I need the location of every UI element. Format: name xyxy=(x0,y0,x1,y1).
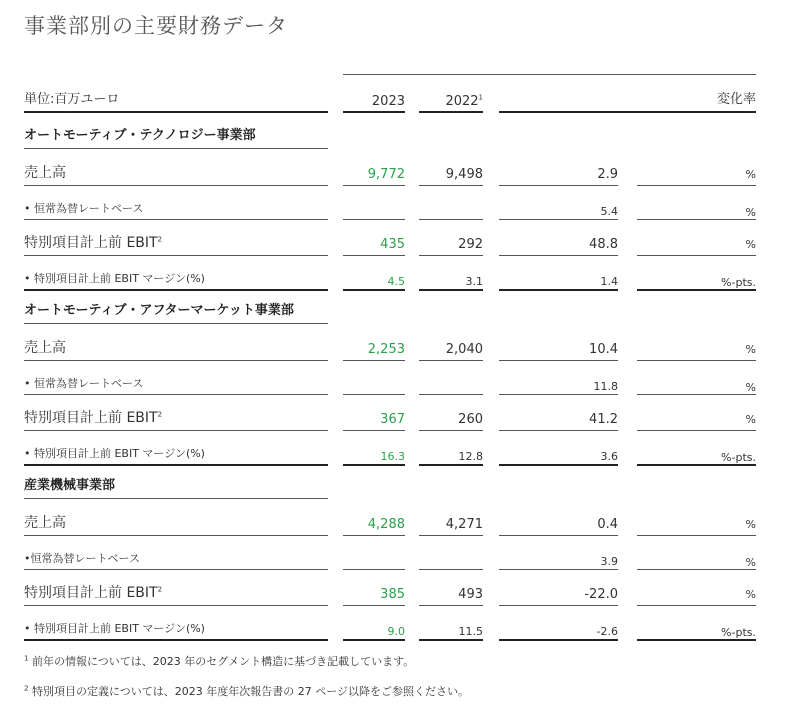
value-2023: 16.3 xyxy=(380,450,405,463)
row-label: 売上高 xyxy=(24,340,66,356)
value-2022: 11.5 xyxy=(458,625,483,638)
change-value: 3.9 xyxy=(600,555,618,568)
row-rule xyxy=(24,639,328,641)
row-rule xyxy=(24,289,328,291)
row-rule xyxy=(419,569,483,570)
value-2022: 2,040 xyxy=(445,342,483,357)
unit-label: 単位:百万ユーロ xyxy=(24,92,120,107)
header-rule xyxy=(499,111,756,113)
value-2022: 4,271 xyxy=(445,517,483,532)
section-rule xyxy=(24,498,328,499)
row-rule xyxy=(24,185,328,186)
change-value: 11.8 xyxy=(593,380,618,393)
change-unit: %-pts. xyxy=(721,451,756,464)
value-2022: 3.1 xyxy=(465,275,483,288)
row-rule xyxy=(24,464,328,466)
row-rule xyxy=(499,569,618,570)
row-rule xyxy=(499,605,618,606)
row-rule xyxy=(343,569,405,570)
change-value: 5.4 xyxy=(600,205,618,218)
row-rule xyxy=(343,605,405,606)
change-unit: % xyxy=(745,413,756,426)
footnote-ref: 2 xyxy=(157,410,163,419)
section-title: オートモーティブ・アフターマーケット事業部 xyxy=(24,303,294,318)
row-rule xyxy=(499,394,618,395)
header-rule xyxy=(343,111,405,113)
row-label: • 恒常為替レートベース xyxy=(24,202,144,215)
change-value: 3.6 xyxy=(600,450,618,463)
footnote xyxy=(24,656,414,667)
change-value: 1.4 xyxy=(600,275,618,288)
row-rule xyxy=(343,185,405,186)
row-rule xyxy=(24,569,328,570)
row-rule xyxy=(343,535,405,536)
row-rule xyxy=(419,464,483,466)
value-2023: 367 xyxy=(380,412,405,427)
row-rule xyxy=(419,255,483,256)
footnote-ref: 1 xyxy=(478,93,483,102)
row-rule xyxy=(637,289,756,291)
section-title: 産業機械事業部 xyxy=(24,478,116,493)
row-rule xyxy=(419,430,483,431)
row-rule xyxy=(499,289,618,291)
row-rule xyxy=(24,360,328,361)
row-rule xyxy=(419,219,483,220)
section-rule xyxy=(24,148,328,149)
change-value: -2.6 xyxy=(596,625,618,638)
row-rule xyxy=(343,219,405,220)
page-title: 事業部別の主要財務データ xyxy=(24,14,288,38)
row-label: 売上高 xyxy=(24,515,66,531)
row-rule xyxy=(499,464,618,466)
row-rule xyxy=(343,639,405,641)
row-label: 特別項目計上前 EBIT$^2$ xyxy=(24,410,163,426)
change-unit: % xyxy=(745,168,756,181)
change-unit: % xyxy=(745,518,756,531)
row-rule xyxy=(24,605,328,606)
row-rule xyxy=(343,360,405,361)
row-rule xyxy=(637,605,756,606)
value-2023: 9,772 xyxy=(367,167,405,182)
row-rule xyxy=(637,430,756,431)
header-top-rule xyxy=(343,74,756,75)
header-rule xyxy=(24,111,328,113)
row-label: • 恒常為替レートベース xyxy=(24,377,144,390)
row-rule xyxy=(24,430,328,431)
footnote-text: 特別項目の定義については、2023 年度年次報告書の 27 ページ以降をご参照ください。 xyxy=(28,685,470,698)
row-rule xyxy=(499,535,618,536)
row-rule xyxy=(419,605,483,606)
footnote-ref: 2 xyxy=(157,235,163,244)
row-rule xyxy=(343,430,405,431)
row-rule xyxy=(637,185,756,186)
row-label: 特別項目計上前 EBIT$^2$ xyxy=(24,235,163,251)
change-unit: % xyxy=(745,343,756,356)
value-2022: 12.8 xyxy=(458,450,483,463)
row-rule xyxy=(24,219,328,220)
header-rule xyxy=(419,111,483,113)
row-rule xyxy=(499,255,618,256)
row-rule xyxy=(637,569,756,570)
change-value: 0.4 xyxy=(597,517,618,532)
change-value: 41.2 xyxy=(589,412,618,427)
change-unit: % xyxy=(745,238,756,251)
value-2022: 493 xyxy=(458,587,483,602)
row-rule xyxy=(637,464,756,466)
change-value: 10.4 xyxy=(589,342,618,357)
row-rule xyxy=(343,394,405,395)
change-unit: % xyxy=(745,381,756,394)
row-rule xyxy=(24,535,328,536)
change-value: -22.0 xyxy=(584,587,618,602)
row-label: 特別項目計上前 EBIT$^2$ xyxy=(24,585,163,601)
row-rule xyxy=(637,360,756,361)
footnote xyxy=(24,686,469,697)
row-rule xyxy=(419,639,483,641)
row-rule xyxy=(637,639,756,641)
change-value: 2.9 xyxy=(597,167,618,182)
footnote-ref: 2 xyxy=(157,585,163,594)
value-2023: 4.5 xyxy=(387,275,405,288)
row-rule xyxy=(343,289,405,291)
value-2023: 2,253 xyxy=(367,342,405,357)
value-2022: 260 xyxy=(458,412,483,427)
value-2023: 9.0 xyxy=(387,625,405,638)
row-rule xyxy=(343,255,405,256)
row-rule xyxy=(637,255,756,256)
footnote-text: 前年の情報については、2023 年のセグメント構造に基づき記載しています。 xyxy=(28,655,415,668)
value-2023: 4,288 xyxy=(367,517,405,532)
row-rule xyxy=(419,289,483,291)
change-header: 変化率 xyxy=(716,92,756,107)
row-rule xyxy=(499,360,618,361)
row-label: • 特別項目計上前 EBIT マージン(%) xyxy=(24,272,205,285)
row-label: • 特別項目計上前 EBIT マージン(%) xyxy=(24,622,205,635)
row-rule xyxy=(419,360,483,361)
row-rule xyxy=(637,535,756,536)
row-rule xyxy=(637,219,756,220)
row-rule xyxy=(419,185,483,186)
row-label: • 特別項目計上前 EBIT マージン(%) xyxy=(24,447,205,460)
section-rule xyxy=(24,323,328,324)
row-rule xyxy=(499,219,618,220)
section-title: オートモーティブ・テクノロジー事業部 xyxy=(24,128,256,143)
col-2023-header: 2023 xyxy=(371,94,405,109)
change-unit: % xyxy=(745,556,756,569)
row-rule xyxy=(499,430,618,431)
value-2023: 435 xyxy=(380,237,405,252)
row-label: 売上高 xyxy=(24,165,66,181)
row-label: •恒常為替レートベース xyxy=(24,552,140,565)
row-rule xyxy=(419,394,483,395)
row-rule xyxy=(499,185,618,186)
value-2022: 9,498 xyxy=(445,167,483,182)
change-unit: %-pts. xyxy=(721,626,756,639)
footnote-mark: 2 xyxy=(24,684,29,693)
row-rule xyxy=(419,535,483,536)
footnote-mark: 1 xyxy=(24,654,29,663)
row-rule xyxy=(24,255,328,256)
value-2022: 292 xyxy=(458,237,483,252)
change-value: 48.8 xyxy=(589,237,618,252)
row-rule xyxy=(24,394,328,395)
row-rule xyxy=(637,394,756,395)
value-2023: 385 xyxy=(380,587,405,602)
change-unit: %-pts. xyxy=(721,276,756,289)
row-rule xyxy=(499,639,618,641)
row-rule xyxy=(343,464,405,466)
change-unit: % xyxy=(745,588,756,601)
change-unit: % xyxy=(745,206,756,219)
col-2022-header: 2022$^1$ xyxy=(445,93,483,109)
